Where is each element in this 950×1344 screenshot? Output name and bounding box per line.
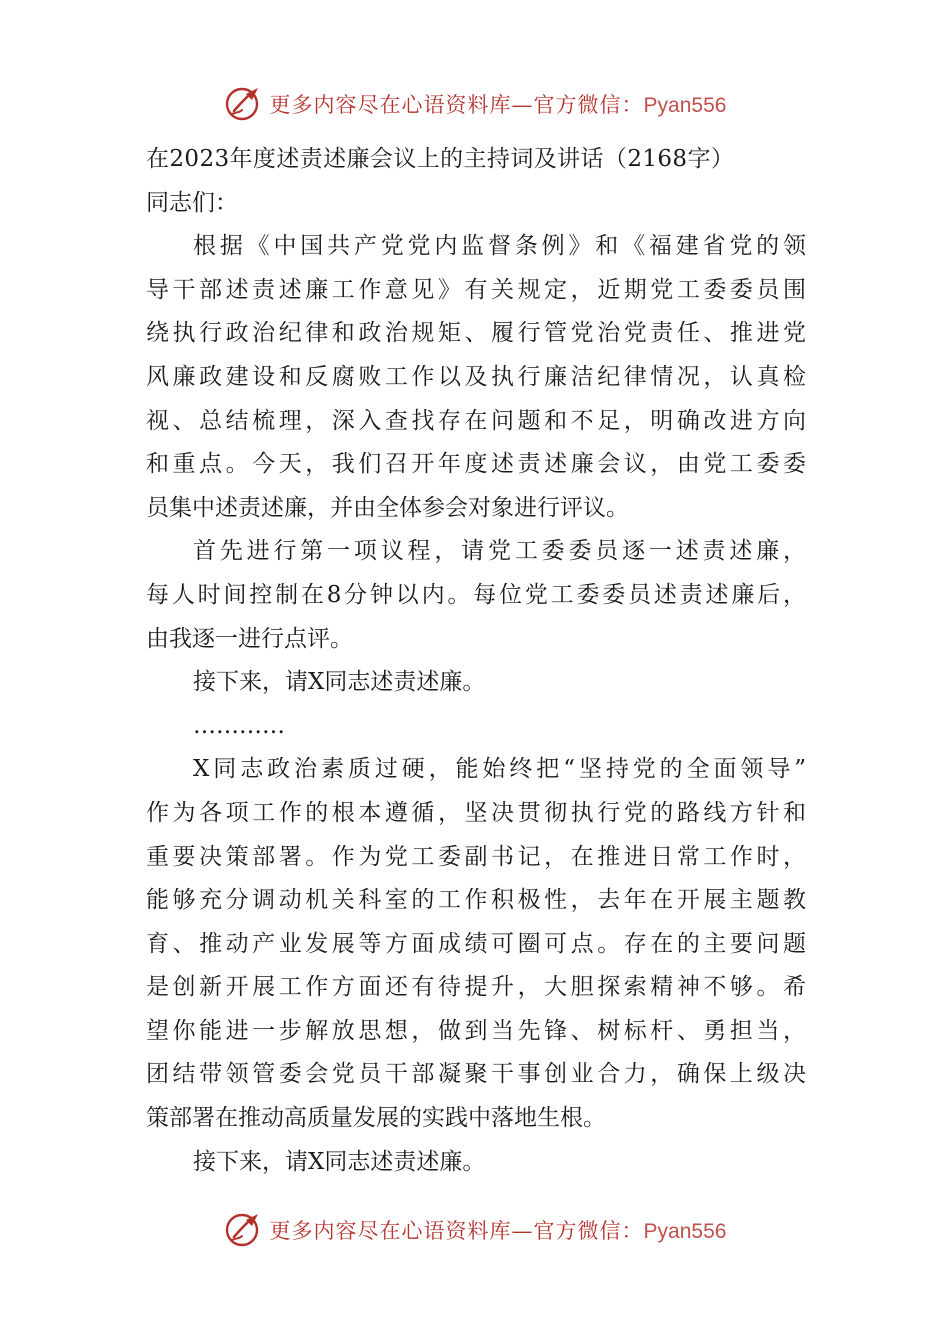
paragraph-line: 育、推动产业发展等方面成绩可圈可点。存在的主要问题 xyxy=(146,930,806,957)
pen-nib-logo-icon xyxy=(224,84,264,124)
paragraph-1 xyxy=(146,225,806,530)
paragraph-line: 团结带领管委会党员干部凝聚干事创业合力，确保上级决 xyxy=(146,1061,806,1088)
header-banner-text: 更多内容尽在心语资料库—官方微信：Pyan556 xyxy=(269,93,727,117)
paragraph-line: 根据《中国共产党党内监督条例》和《福建省党的领 xyxy=(193,233,806,260)
paragraph-line: 能够充分调动机关科室的工作积极性，去年在开展主题教 xyxy=(146,887,806,914)
paragraph-line: 和重点。今天，我们召开年度述责述廉会议，由党工委委 xyxy=(146,451,806,478)
paragraph-line: 策部署在推动高质量发展的实践中落地生根。 xyxy=(146,1105,606,1132)
paragraph-3: 接下来，请X同志述责述廉。 xyxy=(193,669,486,696)
paragraph-2 xyxy=(146,530,806,661)
paragraph-line: X同志政治素质过硬，能始终把“坚持党的全面领导” xyxy=(193,756,806,783)
salutation: 同志们： xyxy=(146,189,238,216)
document-body xyxy=(146,138,806,1184)
paragraph-line: 作为各项工作的根本遵循，坚决贯彻执行党的路线方针和 xyxy=(146,799,806,826)
paragraph-line: 绕执行政治纪律和政治规矩、履行管党治党责任、推进党 xyxy=(146,320,806,347)
paragraph-line: 由我逐一进行点评。 xyxy=(146,625,353,652)
paragraph-line: 是创新开展工作方面还有待提升，大胆探索精神不够。希 xyxy=(146,974,806,1001)
paragraph-line: 视、总结梳理，深入查找存在问题和不足，明确改进方向 xyxy=(146,407,806,434)
paragraph-line: 风廉政建设和反腐败工作以及执行廉洁纪律情况，认真检 xyxy=(146,363,806,390)
footer-wechat-id: Pyan556 xyxy=(643,1220,727,1243)
paragraph-line: 望你能进一步解放思想，做到当先锋、树标杆、勇担当， xyxy=(146,1017,806,1044)
paragraph-line: 重要决策部署。作为党工委副书记，在推进日常工作时， xyxy=(146,843,806,870)
paragraph-6: 接下来，请X同志述责述廉。 xyxy=(193,1148,486,1175)
paragraph-line: 首先进行第一项议程，请党工委委员逐一述责述廉， xyxy=(193,538,806,565)
header-banner xyxy=(0,82,950,126)
paragraph-line: 导干部述责述廉工作意见》有关规定，近期党工委委员围 xyxy=(146,276,806,303)
footer-banner xyxy=(0,1208,950,1252)
document-title: 在2023年度述责述廉会议上的主持词及讲话（2168字） xyxy=(146,146,735,172)
footer-banner-text: 更多内容尽在心语资料库—官方微信：Pyan556 xyxy=(269,1219,727,1243)
paragraph-line: 员集中述责述廉，并由全体参会对象进行评议。 xyxy=(146,494,629,521)
paragraph-5 xyxy=(146,748,806,1140)
ellipsis-line: ………… xyxy=(193,712,285,739)
header-wechat-id: Pyan556 xyxy=(643,94,727,117)
pen-nib-logo-icon xyxy=(224,1210,264,1250)
paragraph-line: 每人时间控制在8分钟以内。每位党工委委员述责述廉后， xyxy=(146,581,806,608)
